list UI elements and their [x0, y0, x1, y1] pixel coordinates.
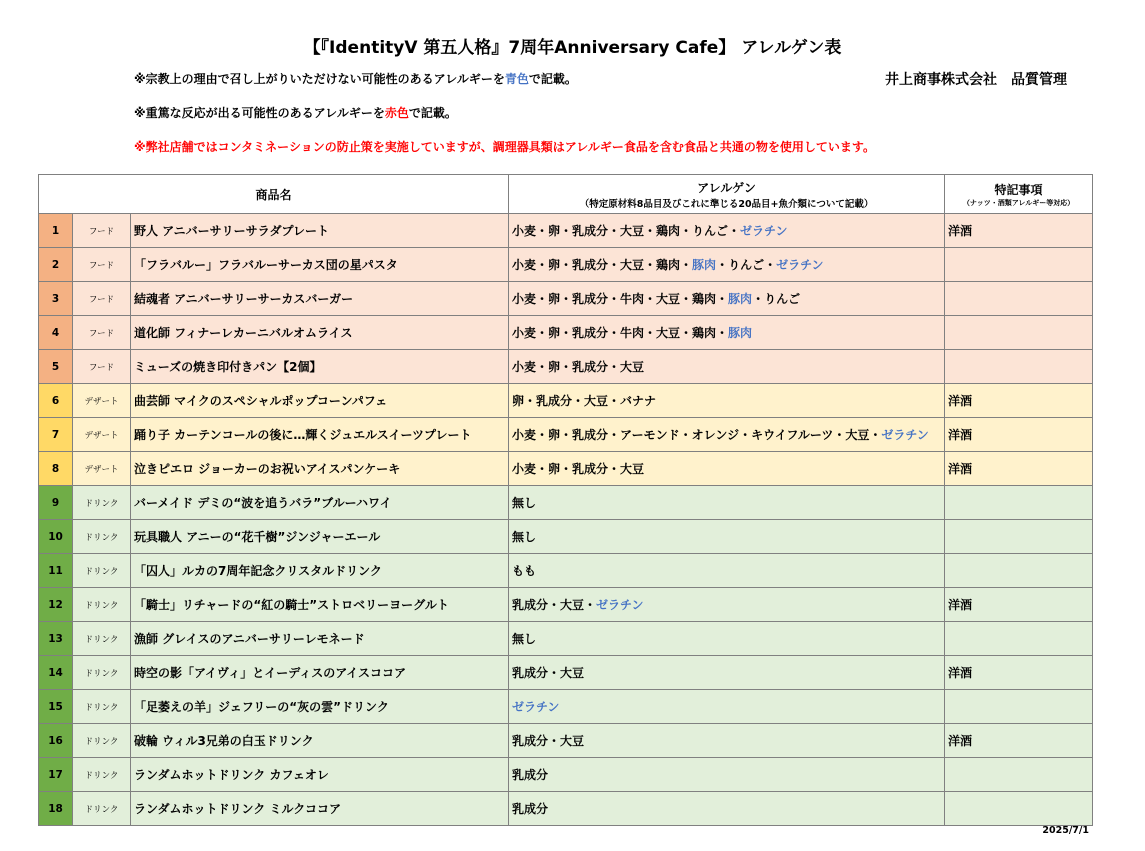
row-category: ドリンク: [73, 690, 131, 724]
product-name: 破輪 ウィル3兄弟の白玉ドリンク: [131, 724, 509, 758]
allergen-list: [509, 214, 945, 248]
row-category: フード: [73, 316, 131, 350]
special-note: [945, 316, 1093, 350]
special-note: 洋酒: [945, 452, 1093, 486]
table-row: [39, 792, 1093, 826]
table-row: [39, 248, 1093, 282]
allergen-list: [509, 724, 945, 758]
table-row: [39, 350, 1093, 384]
note-religious-pre: ※宗教上の理由で召し上がりいただけない可能性のあるアレルギーを: [134, 72, 505, 86]
note-religious-post: で記載。: [528, 72, 577, 86]
header-special-label: 特記事項: [994, 182, 1043, 197]
special-note: [945, 554, 1093, 588]
allergen-list: [509, 248, 945, 282]
allergen-text: 卵・乳成分・大豆・バナナ: [512, 394, 657, 408]
product-name: ランダムホットドリンク カフェオレ: [131, 758, 509, 792]
allergen-text: ・りんご: [752, 292, 801, 306]
product-name: 「囚人」ルカの7周年記念クリスタルドリンク: [131, 554, 509, 588]
row-number: 6: [39, 384, 73, 418]
allergen-text: 乳成分: [512, 768, 549, 782]
allergen-text: ・りんご・: [716, 258, 777, 272]
note-religious: [134, 70, 577, 87]
product-name: 「フラバルー」フラバルーサーカス団の星パスタ: [131, 248, 509, 282]
allergen-text: 乳成分・大豆・: [512, 598, 597, 612]
row-number: 4: [39, 316, 73, 350]
table-row: [39, 656, 1093, 690]
row-category: ドリンク: [73, 758, 131, 792]
table-row: [39, 282, 1093, 316]
allergen-list: [509, 690, 945, 724]
table-row: [39, 214, 1093, 248]
row-category: デザート: [73, 452, 131, 486]
special-note: [945, 282, 1093, 316]
note-severe: [134, 104, 457, 121]
table-row: [39, 384, 1093, 418]
allergen-list: [509, 792, 945, 826]
table-header-row: [39, 175, 1093, 214]
table-row: [39, 418, 1093, 452]
row-category: ドリンク: [73, 724, 131, 758]
allergen-list: [509, 350, 945, 384]
allergen-highlight: ゼラチン: [881, 428, 929, 442]
allergen-text: 小麦・卵・乳成分・牛肉・大豆・鶏肉・: [512, 326, 729, 340]
row-category: フード: [73, 282, 131, 316]
allergen-list: [509, 282, 945, 316]
product-name: 道化師 フィナーレカーニバルオムライス: [131, 316, 509, 350]
allergen-list: [509, 554, 945, 588]
allergen-text: 小麦・卵・乳成分・大豆: [512, 360, 645, 374]
row-number: 11: [39, 554, 73, 588]
special-note: [945, 486, 1093, 520]
header-product: 商品名: [39, 175, 509, 214]
allergen-text: 乳成分: [512, 802, 549, 816]
row-number: 5: [39, 350, 73, 384]
allergen-text: 無し: [512, 632, 537, 646]
allergen-highlight: ゼラチン: [512, 700, 560, 714]
allergen-text: 小麦・卵・乳成分・大豆・鶏肉・りんご・: [512, 224, 741, 238]
product-name: 泣きピエロ ジョーカーのお祝いアイスパンケーキ: [131, 452, 509, 486]
table-row: [39, 622, 1093, 656]
special-note: 洋酒: [945, 656, 1093, 690]
document-date: 2025/7/1: [1042, 825, 1089, 836]
product-name: 踊り子 カーテンコールの後に…輝くジュエルスイーツプレート: [131, 418, 509, 452]
table-row: [39, 316, 1093, 350]
allergen-text: 小麦・卵・乳成分・大豆・鶏肉・: [512, 258, 693, 272]
allergen-table: [38, 174, 1093, 826]
row-category: ドリンク: [73, 486, 131, 520]
allergen-list: [509, 520, 945, 554]
allergen-highlight: 豚肉: [728, 326, 753, 340]
row-category: ドリンク: [73, 622, 131, 656]
allergen-highlight: ゼラチン: [740, 224, 788, 238]
product-name: ランダムホットドリンク ミルクココア: [131, 792, 509, 826]
row-number: 18: [39, 792, 73, 826]
header-allergen-label: アレルゲン: [697, 180, 756, 195]
table-row: [39, 486, 1093, 520]
allergen-text: 小麦・卵・乳成分・アーモンド・オレンジ・キウイフルーツ・大豆・: [512, 428, 882, 442]
row-number: 17: [39, 758, 73, 792]
table-row: [39, 588, 1093, 622]
row-number: 2: [39, 248, 73, 282]
product-name: 結魂者 アニバーサリーサーカスバーガー: [131, 282, 509, 316]
allergen-list: [509, 588, 945, 622]
allergen-list: [509, 486, 945, 520]
row-category: デザート: [73, 418, 131, 452]
note-severe-pre: ※重篤な反応が出る可能性のあるアレルギーを: [134, 106, 385, 120]
table-body: [39, 214, 1093, 826]
note-severe-post: で記載。: [408, 106, 457, 120]
product-name: 時空の影「アイヴィ」とイーディスのアイスココア: [131, 656, 509, 690]
allergen-text: 小麦・卵・乳成分・牛肉・大豆・鶏肉・: [512, 292, 729, 306]
row-number: 13: [39, 622, 73, 656]
table-row: [39, 452, 1093, 486]
special-note: [945, 622, 1093, 656]
allergen-text: 乳成分・大豆: [512, 734, 585, 748]
allergen-text: もも: [512, 564, 537, 578]
allergen-text: 小麦・卵・乳成分・大豆: [512, 462, 645, 476]
allergen-list: [509, 384, 945, 418]
page-title: 【『IdentityV 第五人格』7周年Anniversary Cafe】 アレルゲン表: [303, 38, 842, 58]
special-note: [945, 520, 1093, 554]
table-row: [39, 554, 1093, 588]
header-allergen-sub: （特定原材料8品目及びこれに準じる20品目+魚介類について記載）: [579, 198, 874, 210]
allergen-list: [509, 418, 945, 452]
product-name: 「騎士」リチャードの“紅の騎士”ストロベリーヨーグルト: [131, 588, 509, 622]
row-number: 1: [39, 214, 73, 248]
allergen-list: [509, 758, 945, 792]
product-name: バーメイド デミの“波を追うバラ”ブルーハワイ: [131, 486, 509, 520]
special-note: 洋酒: [945, 724, 1093, 758]
row-number: 15: [39, 690, 73, 724]
table-row: [39, 724, 1093, 758]
allergen-highlight: ゼラチン: [776, 258, 824, 272]
note-severe-highlight: 赤色: [384, 106, 409, 120]
row-category: フード: [73, 248, 131, 282]
product-name: 野人 アニバーサリーサラダプレート: [131, 214, 509, 248]
row-number: 8: [39, 452, 73, 486]
header-allergen: [509, 175, 945, 214]
row-category: フード: [73, 350, 131, 384]
allergen-list: [509, 452, 945, 486]
allergen-list: [509, 622, 945, 656]
row-category: ドリンク: [73, 554, 131, 588]
product-name: 漁師 グレイスのアニバーサリーレモネード: [131, 622, 509, 656]
row-number: 3: [39, 282, 73, 316]
product-name: 「足萎えの羊」ジェフリーの“灰の雲”ドリンク: [131, 690, 509, 724]
header-special-sub: （ナッツ・酒類アレルギー等対応）: [962, 198, 1075, 207]
row-category: フード: [73, 214, 131, 248]
allergen-text: 無し: [512, 530, 537, 544]
row-category: デザート: [73, 384, 131, 418]
row-category: ドリンク: [73, 588, 131, 622]
row-number: 14: [39, 656, 73, 690]
row-number: 10: [39, 520, 73, 554]
company-name: 井上商事株式会社 品質管理: [885, 72, 1067, 88]
allergen-highlight: 豚肉: [728, 292, 753, 306]
special-note: [945, 690, 1093, 724]
special-note: [945, 248, 1093, 282]
allergen-text: 乳成分・大豆: [512, 666, 585, 680]
row-number: 7: [39, 418, 73, 452]
product-name: ミューズの焼き印付きパン【2個】: [131, 350, 509, 384]
special-note: [945, 350, 1093, 384]
special-note: [945, 758, 1093, 792]
product-name: 玩具職人 アニーの“花千樹”ジンジャーエール: [131, 520, 509, 554]
allergen-list: [509, 656, 945, 690]
special-note: [945, 792, 1093, 826]
table-row: [39, 758, 1093, 792]
row-category: ドリンク: [73, 656, 131, 690]
table-row: [39, 690, 1093, 724]
note-contamination: ※弊社店舗ではコンタミネーションの防止策を実施していますが、調理器具類はアレルギー食品を含む食品と共通の物を使用しています。: [134, 140, 875, 154]
special-note: 洋酒: [945, 384, 1093, 418]
allergen-list: [509, 316, 945, 350]
allergen-highlight: 豚肉: [692, 258, 717, 272]
special-note: 洋酒: [945, 588, 1093, 622]
note-religious-highlight: 青色: [504, 72, 529, 86]
row-category: ドリンク: [73, 792, 131, 826]
allergen-highlight: ゼラチン: [596, 598, 644, 612]
row-number: 9: [39, 486, 73, 520]
allergen-text: 無し: [512, 496, 537, 510]
header-special: [945, 175, 1093, 214]
special-note: 洋酒: [945, 214, 1093, 248]
special-note: 洋酒: [945, 418, 1093, 452]
row-category: ドリンク: [73, 520, 131, 554]
product-name: 曲芸師 マイクのスペシャルポップコーンパフェ: [131, 384, 509, 418]
row-number: 16: [39, 724, 73, 758]
row-number: 12: [39, 588, 73, 622]
table-row: [39, 520, 1093, 554]
